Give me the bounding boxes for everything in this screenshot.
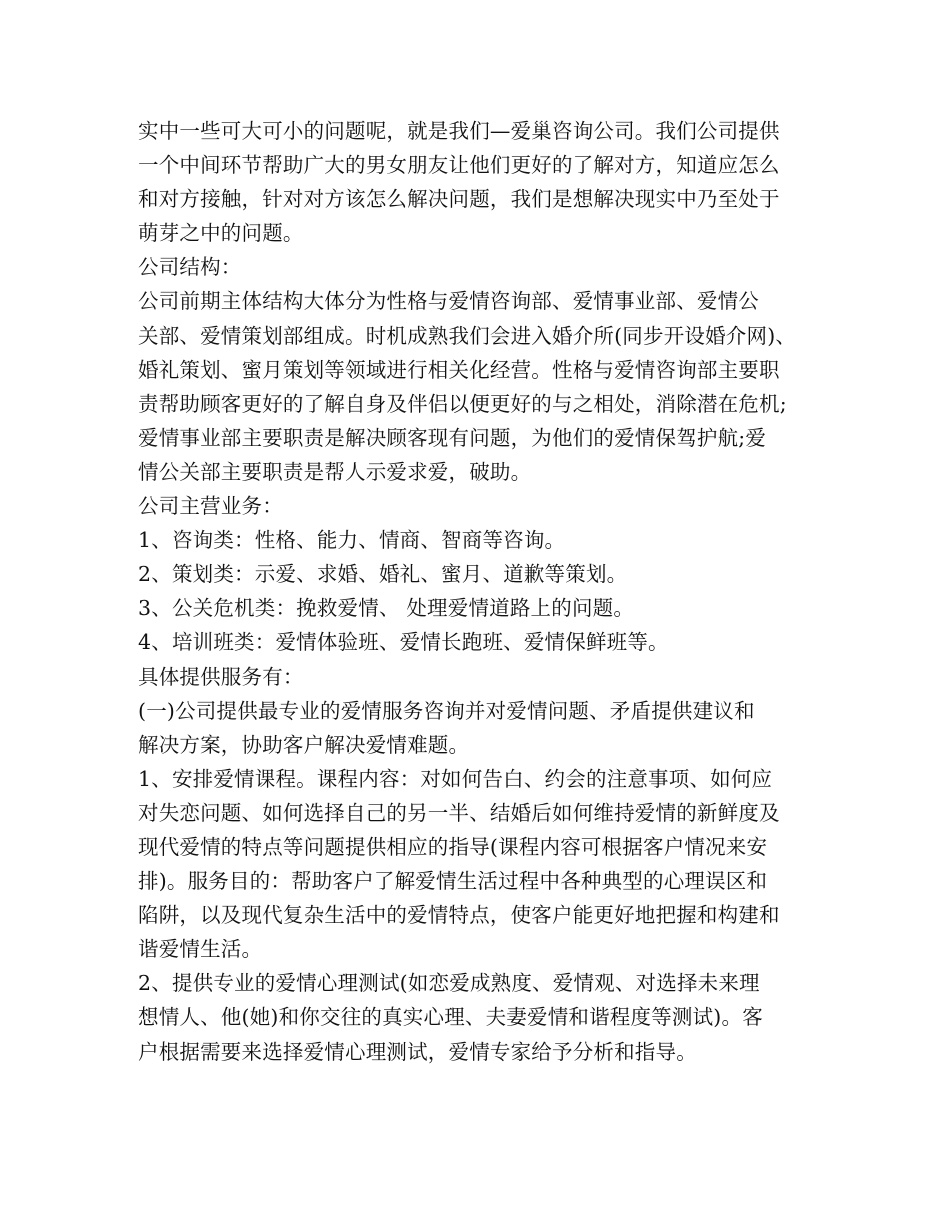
- section-heading: 公司结构：: [138, 255, 242, 280]
- section-heading: 公司主营业务：: [138, 494, 283, 519]
- list-item: 3、公关危机类：挽救爱情、 处理爱情道路上的问题。: [138, 596, 635, 621]
- text-line: 2、提供专业的爱情心理测试(如恋爱成熟度、爱情观、对选择未来理: [138, 971, 760, 996]
- text-line: 关部、爱情策划部组成。时机成熟我们会进入婚介所(同步开设婚介网)、: [138, 323, 797, 348]
- text-line: (一)公司提供最专业的爱情服务咨询并对爱情问题、矛盾提供建议和: [138, 698, 755, 723]
- text-line: 想情人、他(她)和你交往的真实心理、夫妻爱情和谐程度等测试)。客: [138, 1005, 763, 1030]
- list-item: 2、策划类：示爱、求婚、婚礼、蜜月、道歉等策划。: [138, 562, 628, 587]
- text-line: 公司前期主体结构大体分为性格与爱情咨询部、爱情事业部、爱情公: [138, 289, 759, 314]
- text-line: 户根据需要来选择爱情心理测试，爱情专家给予分析和指导。: [138, 1039, 697, 1064]
- text-line: 谐爱情生活。: [138, 937, 263, 962]
- text-line: 爱情事业部主要职责是解决顾客现有问题，为他们的爱情保驾护航;爱: [138, 425, 767, 450]
- text-line: 责帮助顾客更好的了解自身及伴侣以便更好的与之相处，消除潜在危机;: [138, 391, 787, 416]
- section-heading: 具体提供服务有：: [138, 664, 304, 689]
- list-item: 1、咨询类：性格、能力、情商、智商等咨询。: [138, 528, 566, 553]
- text-line: 和对方接触，针对对方该怎么解决问题，我们是想解决现实中乃至处于: [138, 187, 780, 212]
- text-line: 对失恋问题、如何选择自己的另一半、结婚后如何维持爱情的新鲜度及: [138, 800, 780, 825]
- text-line: 实中一些可大可小的问题呢，就是我们—爱巢咨询公司。我们公司提供: [138, 119, 780, 143]
- text-line: 现代爱情的特点等问题提供相应的指导(课程内容可根据客户情况来安: [138, 834, 768, 859]
- text-line: 萌芽之中的问题。: [138, 221, 304, 246]
- text-line: 排)。服务目的：帮助客户了解爱情生活过程中各种典型的心理误区和: [138, 869, 768, 894]
- list-item: 4、培训班类：爱情体验班、爱情长跑班、爱情保鲜班等。: [138, 630, 669, 655]
- document-body: [138, 114, 818, 1069]
- text-line: 一个中间环节帮助广大的男女朋友让他们更好的了解对方，知道应怎么: [138, 153, 780, 178]
- text-line: 婚礼策划、蜜月策划等领域进行相关化经营。性格与爱情咨询部主要职: [138, 357, 780, 382]
- text-line: 陷阱，以及现代复杂生活中的爱情特点，使客户能更好地把握和构建和: [138, 903, 780, 928]
- text-line: 1、安排爱情课程。课程内容：对如何告白、约会的注意事项、如何应: [138, 766, 773, 791]
- text-line: 情公关部主要职责是帮人示爱求爱，破助。: [138, 459, 532, 484]
- text-line: 解决方案，协助客户解决爱情难题。: [138, 732, 470, 757]
